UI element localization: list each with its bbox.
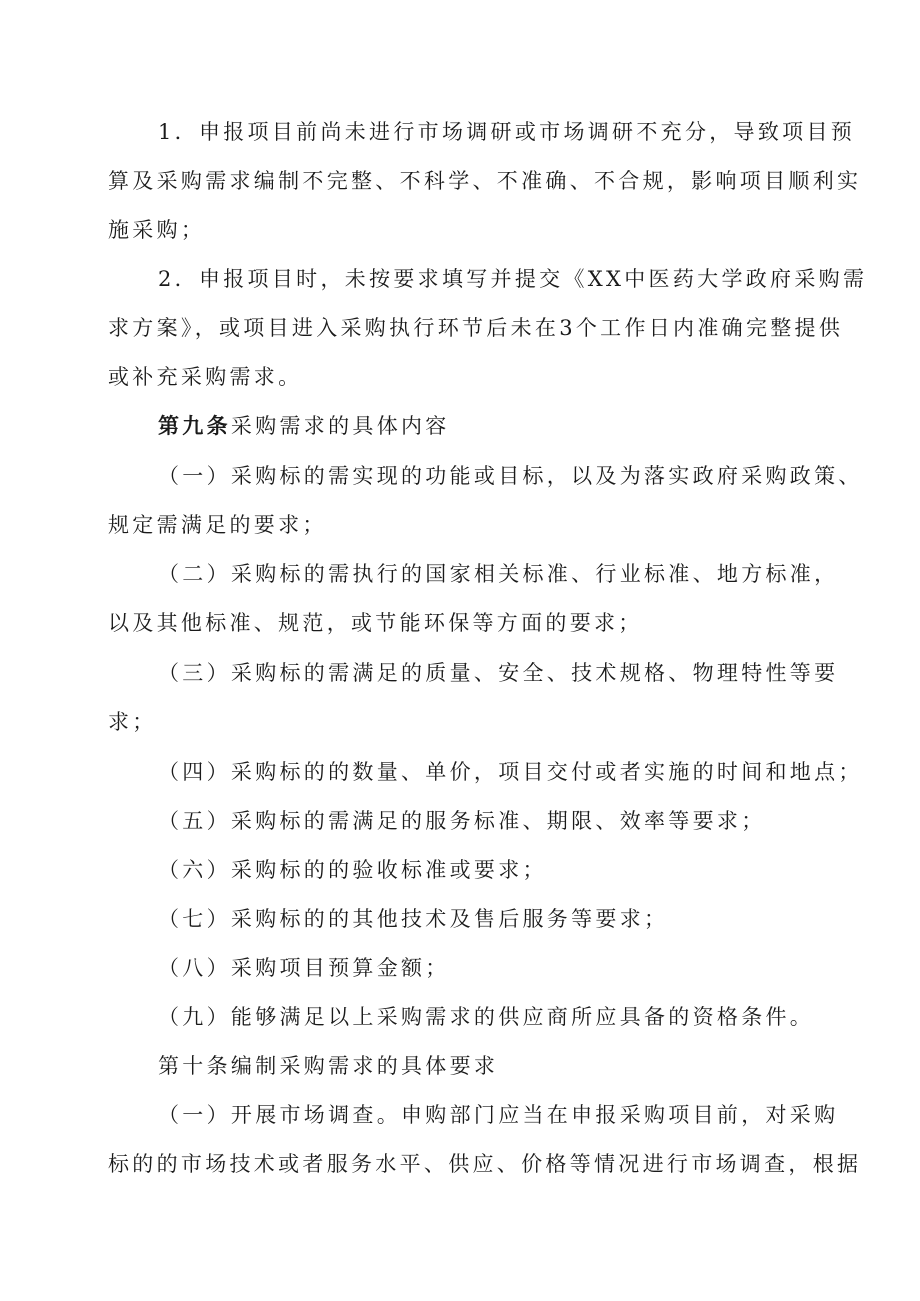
article-9-item-3-line-1: （三）采购标的需满足的质量、安全、技术规格、物理特性等要	[158, 661, 839, 685]
paragraph-item-2-line-1: 2．申报项目时，未按要求填写并提交《XX中医药大学政府采购需	[158, 267, 868, 291]
article-9-item-4: （四）采购标的的数量、单价，项目交付或者实施的时间和地点；	[158, 760, 863, 784]
article-9-item-8: （八）采购项目预算金额；	[158, 956, 450, 980]
article-9-item-2-line-1: （二）采购标的需执行的国家相关标准、行业标准、地方标准，	[158, 562, 839, 586]
article-9-item-1-line-2: 规定需满足的要求；	[108, 513, 327, 537]
paragraph-item-1-line-3: 施采购；	[108, 218, 206, 242]
article-9-item-5: （五）采购标的需满足的服务标准、期限、效率等要求；	[158, 809, 766, 833]
article-9-item-9: （九）能够满足以上采购需求的供应商所应具备的资格条件。	[158, 1005, 815, 1029]
article-10-item-1-line-2: 标的的市场技术或者服务水平、供应、价格等情况进行市场调查，根据	[108, 1152, 862, 1176]
article-9-item-3-line-2: 求；	[108, 710, 157, 734]
paragraph-item-2-line-3: 或补充采购需求。	[108, 365, 303, 389]
article-9-item-7: （七）采购标的的其他技术及售后服务等要求；	[158, 907, 669, 931]
article-10-item-1-line-1: （一）开展市场调查。申购部门应当在申报采购项目前，对采购	[158, 1103, 839, 1127]
paragraph-item-2-line-2: 求方案》，或项目进入采购执行环节后未在3个工作日内准确完整提供	[108, 316, 844, 340]
article-9-item-6: （六）采购标的的验收标准或要求；	[158, 858, 547, 882]
paragraph-item-1-line-2: 算及采购需求编制不完整、不科学、不准确、不合规，影响项目顺利实	[108, 169, 862, 193]
article-9-item-2-line-2: 以及其他标准、规范，或节能环保等方面的要求；	[108, 611, 643, 635]
article-9-title: 采购需求的具体内容	[230, 414, 450, 438]
article-9-item-1-line-1: （一）采购标的需实现的功能或目标，以及为落实政府采购政策、	[158, 464, 863, 488]
article-9-heading	[158, 412, 450, 440]
article-9-label: 第九条	[158, 413, 231, 438]
paragraph-item-1-line-1: 1．申报项目前尚未进行市场调研或市场调研不充分，导致项目预	[158, 120, 856, 144]
article-10-heading: 第十条编制采购需求的具体要求	[158, 1054, 499, 1078]
